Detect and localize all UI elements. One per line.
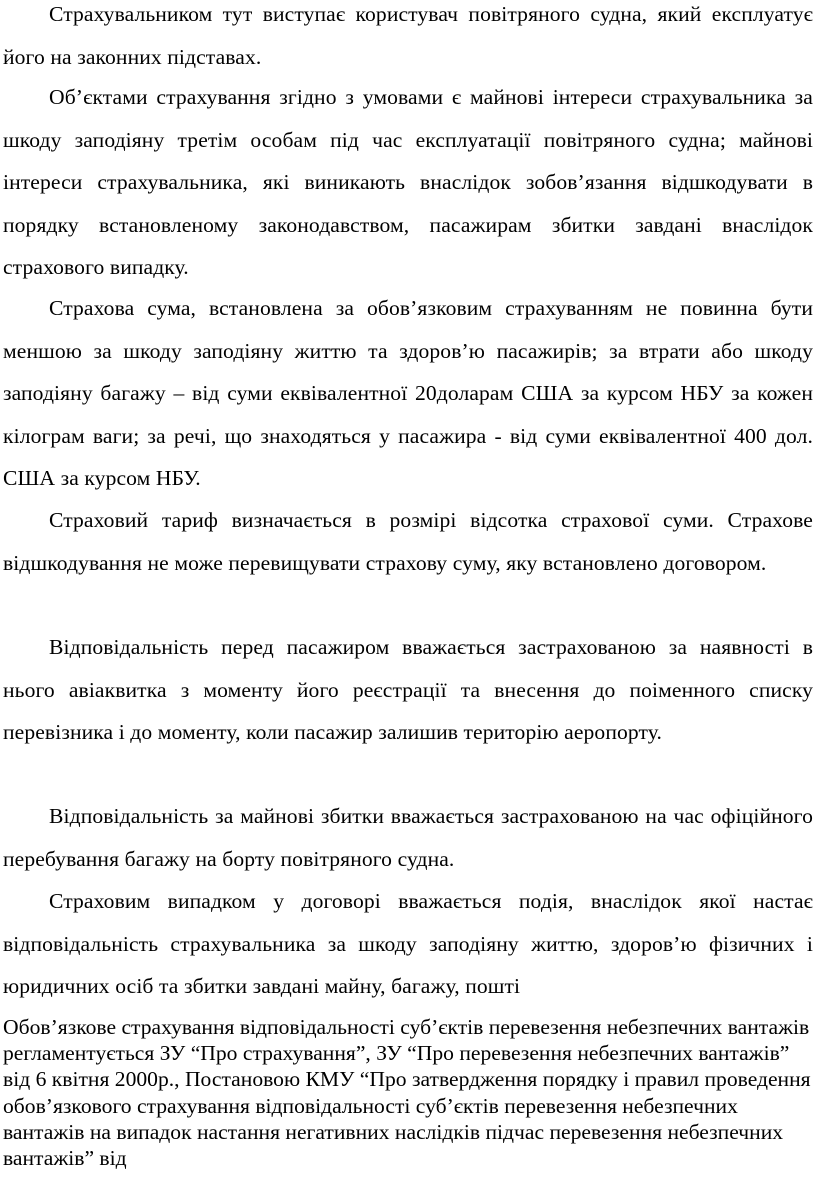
paragraph-dangerous-goods: Обов’язкове страхування відповідальності суб’єктів перевезення небезпечних вантажів регламентується ЗУ “Про страхування”, ЗУ “Про перевезення небезпечних вантажів” від 6 квітня 2000р., Постановою КМУ “Про затвердження порядку і правил проведення обов’язкового страхування відповідальності суб’єктів перевезення небезпечних вантажів на випадок настання негативних наслідків підчас перевезення небезпечних вантажів” від xyxy=(3,1015,811,1171)
paragraph-insurance-tariff: Страховий тариф визначається в розмірі відсотка страхової суми. Страхове відшкодування не може перевищувати страхову суму, яку встановлено договором. xyxy=(3,508,813,575)
paragraph-insurance-objects: Об’єктами страхування згідно з умовами є майнові інтереси страхувальника за шкоду заподіяну третім особам під час експлуатації повітряного судна; майнові інтереси страхувальника, які виникають внаслідок зобов’язання відшкодувати в порядку встановленому законодавством, пасажирам збитки завдані внаслідок страхового випадку. xyxy=(3,85,813,279)
paragraph-property-liability: Відповідальність за майнові збитки вважається застрахованою на час офіційного перебування багажу на борту повітряного судна. xyxy=(3,804,813,871)
paragraph-insured-event: Страховим випадком у договорі вважається подія, внаслідок якої настає відповідальність страхувальника за шкоду заподіяну життю, здоров’ю фізичних і юридичних осіб та збитки завдані майну, багажу, пошті xyxy=(3,889,813,998)
paragraph-policyholder: Страхувальником тут виступає користувач повітряного судна, який експлуатує його на законних підставах. xyxy=(3,2,813,69)
paragraph-passenger-liability: Відповідальність перед пасажиром вважається застрахованою за наявності в нього авіаквитка з моменту його реєстрації та внесення до поіменного списку перевізника і до моменту, коли пасажир залишив територію аеропорту. xyxy=(3,635,813,744)
paragraph-insured-sum: Страхова сума, встановлена за обов’язковим страхуванням не повинна бути меншою за шкоду заподіяну життю та здоров’ю пасажирів; за втрати або шкоду заподіяну багажу – від суми еквівалентної 20доларам США за курсом НБУ за кожен кілограм ваги; за речі, що знаходяться у пасажира - від суми еквівалентної 400 дол. США за курсом НБУ. xyxy=(3,296,813,490)
